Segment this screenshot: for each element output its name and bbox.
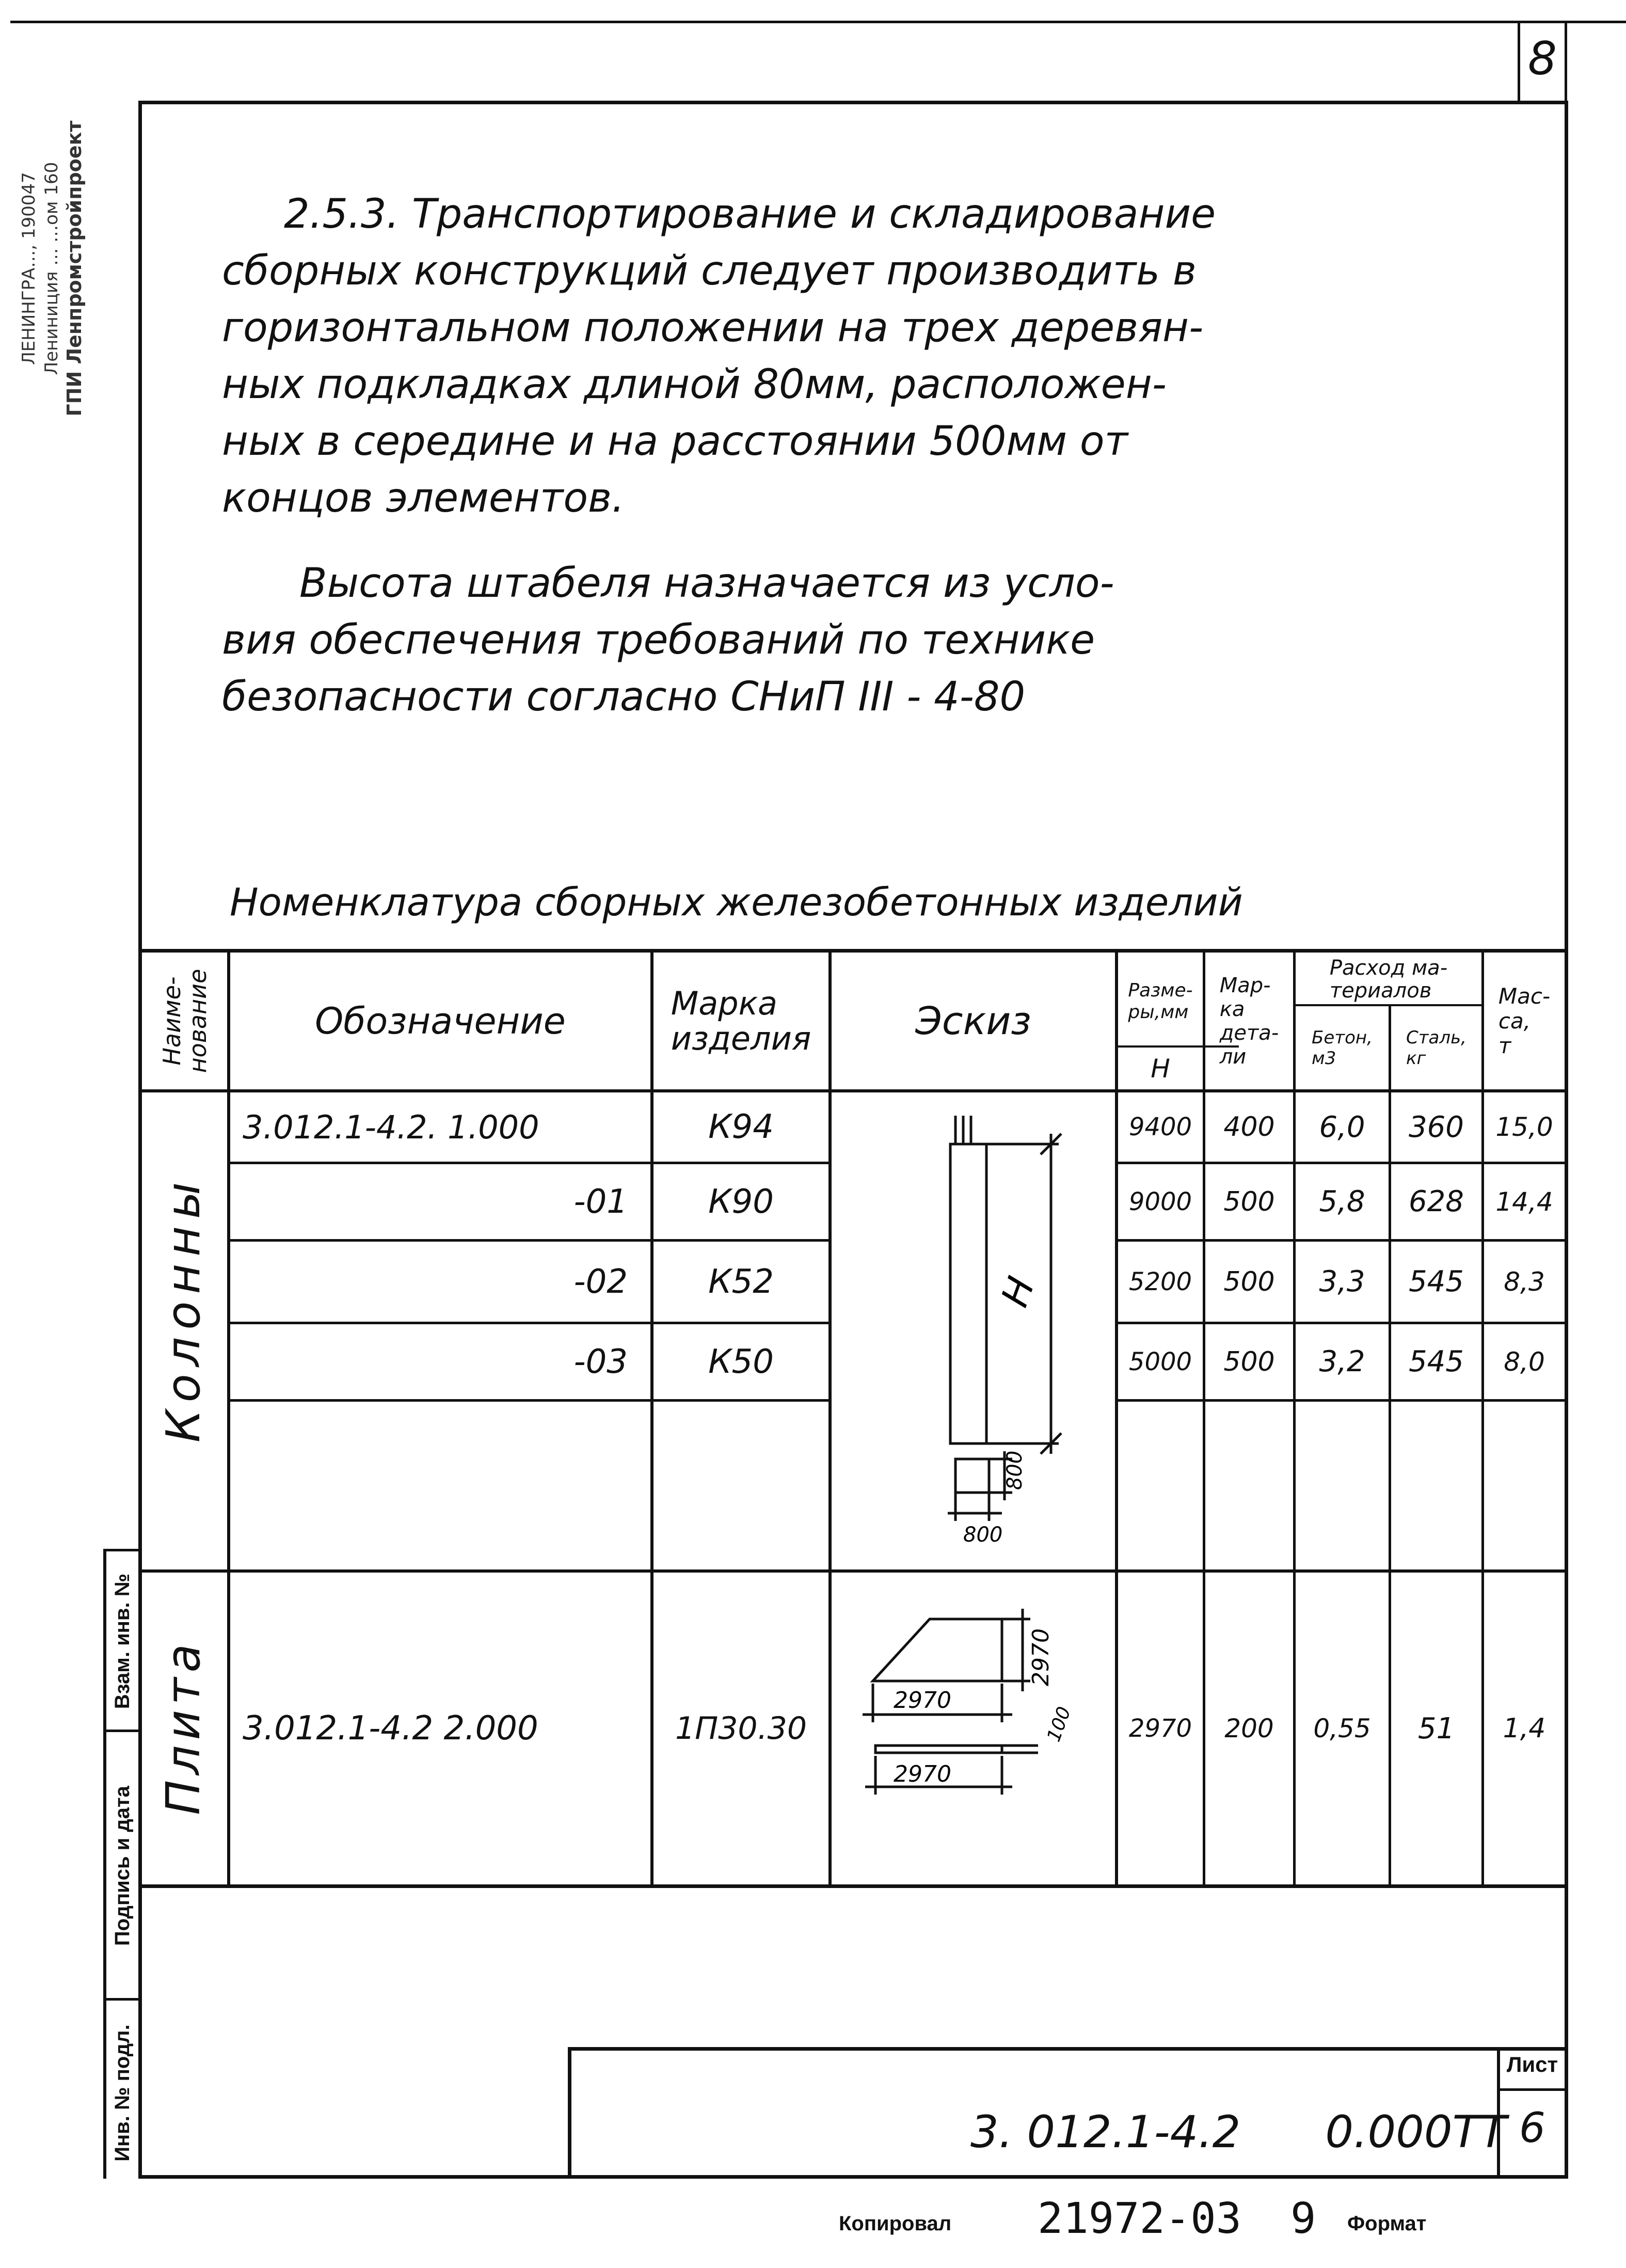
row2-mass: 14,4: [1495, 1186, 1553, 1217]
frame-bottom: [138, 2175, 1568, 2179]
row3-size: 5200: [1128, 1267, 1192, 1296]
titleblock-top: [568, 2047, 1568, 2051]
row3-steel: 545: [1409, 1265, 1464, 1298]
frame-top: [138, 101, 1568, 104]
document-code: 3. 012.1-4.2 0.000ТТ: [970, 2106, 1507, 2158]
footer-format-label: Формат: [1347, 2212, 1427, 2235]
row5-concrete: 0,55: [1313, 1714, 1371, 1743]
paragraph-2-line: вия обеспечения требований по технике: [222, 617, 1095, 663]
row2-concrete: 5,8: [1319, 1185, 1365, 1218]
titleblock-sheet-hline: [1497, 2088, 1568, 2091]
plate-dim-c-label: 2970: [894, 1761, 951, 1787]
plate-dim-a-label: 2970: [1028, 1628, 1054, 1686]
paragraph-1-line: сборных конструкций следует производить в: [222, 248, 1197, 294]
sheet-label: Лист: [1506, 2052, 1558, 2076]
row3-part-mark: 500: [1223, 1266, 1275, 1297]
paragraph-1-line: ных подкладках длиной 80мм, расположен-: [222, 361, 1167, 408]
table-rule: [138, 1884, 1568, 1888]
signoff-inv-number: Инв. № подл.: [110, 2024, 134, 2162]
group-plate: Плита: [156, 1639, 211, 1815]
side-stamp-line1: ЛЕНИНГРА…, 190047: [19, 172, 39, 365]
row2-designation: -01: [573, 1182, 628, 1221]
row3-designation: -02: [573, 1262, 628, 1301]
row5-steel: 51: [1417, 1711, 1455, 1746]
row4-mark: К50: [708, 1342, 774, 1381]
header-concrete: Бетон, м3: [1312, 1027, 1373, 1069]
table-rule: [138, 949, 1568, 953]
paragraph-2-line: безопасности согласно СНиП III - 4-80: [222, 674, 1026, 720]
table-col-rule: [227, 949, 230, 1886]
header-sketch: Эскиз: [915, 998, 1031, 1043]
row2-size: 9000: [1128, 1187, 1192, 1216]
column-sketch: [832, 1092, 1115, 1569]
header-consumption: Расход ма- териалов: [1329, 956, 1448, 1003]
table-rule: [1115, 1399, 1568, 1402]
row5-mass: 1,4: [1503, 1713, 1546, 1744]
paragraph-1-line: горизонтальном положении на трех деревян-: [222, 305, 1204, 351]
column-section-h-label: 800: [1003, 1450, 1027, 1490]
footer-order-number: 21972-03: [1038, 2194, 1241, 2243]
header-designation: Обозначение: [315, 1000, 566, 1042]
row4-designation: -03: [573, 1342, 628, 1381]
row2-steel: 628: [1409, 1185, 1464, 1218]
sheet-number: 6: [1519, 2104, 1545, 2152]
row1-mark: К94: [708, 1108, 774, 1146]
paragraph-1-line: концов элементов.: [222, 475, 625, 521]
row1-steel: 360: [1409, 1110, 1464, 1144]
row3-mark: К52: [708, 1262, 774, 1301]
row5-mark: 1П30.30: [675, 1710, 807, 1747]
plate-profile-shape: [875, 1746, 1002, 1753]
row2-mark: К90: [708, 1182, 774, 1221]
column-section-w-label: 800: [963, 1523, 1003, 1547]
signoff-signature-date: Подпись и дата: [110, 1786, 134, 1946]
row1-size: 9400: [1128, 1113, 1192, 1141]
side-stamp: [0, 120, 103, 417]
paragraph-2: [222, 555, 1554, 725]
side-stamp-line2: Лениниция … …ом 160: [41, 162, 62, 375]
top-edge-line: [10, 21, 1626, 23]
header-part-mark: Мар- ка дета- ли: [1219, 973, 1279, 1069]
header-mass: Мас- са, т: [1498, 983, 1551, 1058]
header-mark: Марка изделия: [671, 984, 811, 1057]
row4-part-mark: 500: [1223, 1346, 1275, 1377]
column-elevation-shape: [950, 1144, 986, 1444]
plate-sketch: [832, 1573, 1115, 1884]
titleblock-left: [568, 2047, 571, 2179]
row4-mass: 8,0: [1504, 1346, 1545, 1377]
header-size: Разме- ры,мм: [1128, 980, 1193, 1023]
row5-size: 2970: [1128, 1714, 1192, 1743]
header-size-unit: H: [1151, 1053, 1170, 1084]
paragraph-2-line: Высота штабеля назначается из усло-: [299, 560, 1114, 607]
signoff-replacement-inv: Взам. инв. №: [110, 1573, 134, 1709]
plate-dim-b-label: 2970: [894, 1687, 951, 1714]
footer-format-number: 9: [1290, 2194, 1316, 2243]
paragraph-1: [222, 186, 1554, 527]
page-number: 8: [1528, 32, 1557, 85]
plate-thickness-label: 100: [1043, 1704, 1075, 1745]
frame-right: [1565, 101, 1568, 2179]
side-stamp-line3: ГПИ Ленпромстройпроект: [63, 120, 86, 417]
row1-part-mark: 400: [1223, 1112, 1275, 1143]
row4-concrete: 3,2: [1319, 1345, 1365, 1378]
row5-part-mark: 200: [1224, 1714, 1274, 1743]
row5-designation: 3.012.1-4.2 2.000: [243, 1709, 538, 1748]
paragraph-1-line: 2.5.3. Транспортирование и складирование: [284, 191, 1216, 237]
row4-steel: 545: [1409, 1345, 1464, 1378]
row3-mass: 8,3: [1504, 1266, 1545, 1297]
row3-concrete: 3,3: [1319, 1265, 1365, 1298]
header-steel: Сталь, кг: [1406, 1027, 1466, 1069]
row1-concrete: 6,0: [1319, 1110, 1365, 1144]
group-columns: Колонны: [156, 1175, 211, 1443]
header-name: Наиме- нование: [157, 969, 212, 1073]
row1-designation: 3.012.1-4.2. 1.000: [243, 1108, 539, 1146]
paragraph-1-line: ных в середине и на расстоянии 500мм от: [222, 418, 1128, 465]
plate-shape: [873, 1619, 1002, 1681]
footer-copied-label: Копировал: [839, 2212, 952, 2235]
table-title: Номенклатура сборных железобетонных изделий: [230, 880, 1243, 925]
row1-mass: 15,0: [1495, 1112, 1553, 1142]
page-number-box-right: [1565, 23, 1567, 103]
column-height-label: H: [993, 1271, 1043, 1312]
row2-part-mark: 500: [1223, 1186, 1275, 1217]
row4-size: 5000: [1128, 1347, 1192, 1376]
column-section-shape: [955, 1459, 989, 1493]
table-rule: [230, 1399, 828, 1402]
